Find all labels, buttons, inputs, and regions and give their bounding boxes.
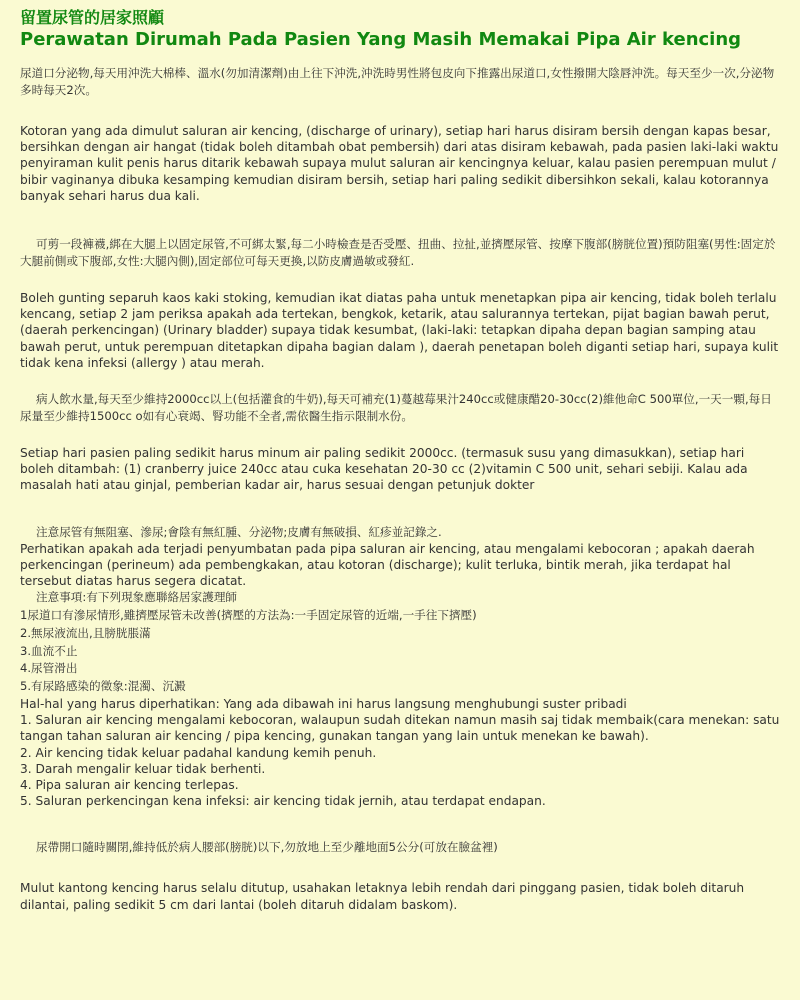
notice-heading-chinese: 注意事項:有下列現象應聯絡居家護理師 [36, 590, 238, 605]
paragraph-4-chinese: 注意尿管有無阻塞、滲尿;會陰有無紅腫、分泌物;皮膚有無破損、紅疹並記錄之. [36, 524, 442, 539]
paragraph-1-chinese: 尿道口分泌物,每天用沖洗大棉棒、溫水(勿加清潔劑)由上往下沖洗,沖洗時男性將包皮向下推露出尿道口,女性撥開大陰唇沖洗。每天至少一次,分泌物多時每天2次。 [20, 66, 775, 97]
paragraph-2-indonesian: Boleh gunting separuh kaos kaki stoking, kemudian ikat diatas paha untuk menetapkan pipa air kencing, tidak boleh terlalu kencang, setiap 2 jam periksa apakah ada tertekan, bengkok, ketarik, atau salurannya tertekan, pijat bagian bawah perut, (daerah perkencingan) (Urinary bladder) supaya tidak kesumbat, (laki-laki: tetapkan dipaha depan bagian samping atau bawah perut, untuk perempuan ditetapkan dipaha bagian dalam ), daerah penetapan boleh diganti setiap hari, supaya kulit tidak kena infeksi (allergy ) atau merah. [20, 291, 779, 370]
paragraph-6-chinese: 尿帶開口隨時關閉,維持低於病人腰部(膀胱)以下,勿放地上至少離地面5公分(可放在臉盆裡) [36, 840, 498, 855]
paragraph-6-indonesian: Mulut kantong kencing harus selalu ditutup, usahakan letaknya lebih rendah dari pinggang pasien, tidak boleh ditaruh dilantai, paling sedikit 5 cm dari lantai (boleh ditaruh didalam baskom). [20, 881, 745, 912]
paragraph-3-chinese: 病人飲水量,每天至少維持2000cc以上(包括灌食的牛奶),每天可補充(1)蔓越莓果汁240cc或健康醋20-30cc(2)維他命C 500單位,一天一顆,每日尿量至少維持1500cc o如有心衰竭、腎功能不全者,需依醫生指示限制水份。 [20, 392, 772, 424]
list-item: 2. Air kencing tidak keluar padahal kandung kemih penuh. [20, 745, 377, 760]
paragraph-2-chinese: 可剪一段褲襪,綁在大腿上以固定尿管,不可綁太緊,每二小時檢查是否受壓、扭曲、拉扯,並擠壓尿管、按摩下腹部(膀胱位置)預防阻塞(男性:固定於大腿前側或下腹部,女性:大腿內側),固定部位可每天更換,以防皮膚過敏或發紅. [20, 237, 776, 269]
list-item: 1尿道口有滲尿情形,雖擠壓尿管未改善(擠壓的方法為:一手固定尿管的近端,一手往下擠壓) [20, 608, 477, 623]
list-item: 5.有尿路感染的徵象:混濁、沉澱 [20, 679, 186, 694]
notice-heading-indonesian: Hal-hal yang harus diperhatikan: Yang ada dibawah ini harus langsung menghubungi suster pribadi [20, 697, 627, 712]
list-item: 4. Pipa saluran air kencing terlepas. [20, 778, 239, 793]
list-item: 1. Saluran air kencing mengalami kebocoran, walaupun sudah ditekan namun masih saj tidak membaik(cara menekan: satu tangan tahan saluran air kencing / pipa kencing, gunakan tangan yang lain untuk menekan ke bawah). [20, 713, 780, 744]
paragraph-4-indonesian: Perhatikan apakah ada terjadi penyumbatan pada pipa saluran air kencing, atau mengalami kebocoran ; apakah daerah perkencingan (perineum) ada pembengkakan, atau kotoran (discharge); kulit terluka, bintik merah, jika terdapat hal tersebut diatas harus segera dicatat. [20, 541, 755, 589]
list-item: 3. Darah mengalir keluar tidak berhenti. [20, 761, 266, 776]
page-title-chinese: 留置尿管的居家照顧 [20, 8, 165, 27]
page-title-indonesian: Perawatan Dirumah Pada Pasien Yang Masih Memakai Pipa Air kencing [20, 29, 742, 50]
paragraph-1-indonesian: Kotoran yang ada dimulut saluran air kencing, (discharge of urinary), setiap hari harus disiram bersih dengan kapas besar, bersihkan dengan air hangat (tidak boleh ditambah obat pembersih) dari atas disiram kebawah, pada pasien laki-laki waktu penyiraman kulit penis harus ditarik kebawah supaya mulut saluran air kencingnya keluar, kalau pasien perempuan mulut / bibir vaginanya dibuka kesamping kemudian disiram bersih, setiap hari paling sedikit dibersihkon sekali, kalau kotorannya banyak sehari harus dua kali. [20, 124, 779, 203]
notice-list-chinese [20, 607, 780, 696]
list-item: 5. Saluran perkencingan kena infeksi: air kencing tidak jernih, atau terdapat endapan. [20, 794, 546, 809]
list-item: 2.無尿液流出,且膀胱脹滿 [20, 625, 151, 640]
paragraph-3-indonesian: Setiap hari pasien paling sedikit harus minum air paling sedikit 2000cc. (termasuk susu yang dimasukkan), setiap hari boleh ditambah: (1) cranberry juice 240cc atau cuka kesehatan 20-30 cc (2)vitamin C 500 unit, sehari sebiji. Kalau ada masalah hati atau ginjal, pemberian kadar air, harus sesuai dengan petunjuk dokter [20, 446, 748, 493]
list-item: 4.尿管滑出 [20, 661, 78, 676]
notice-list-indonesian [20, 712, 780, 809]
list-item: 3.血流不止 [20, 643, 78, 658]
